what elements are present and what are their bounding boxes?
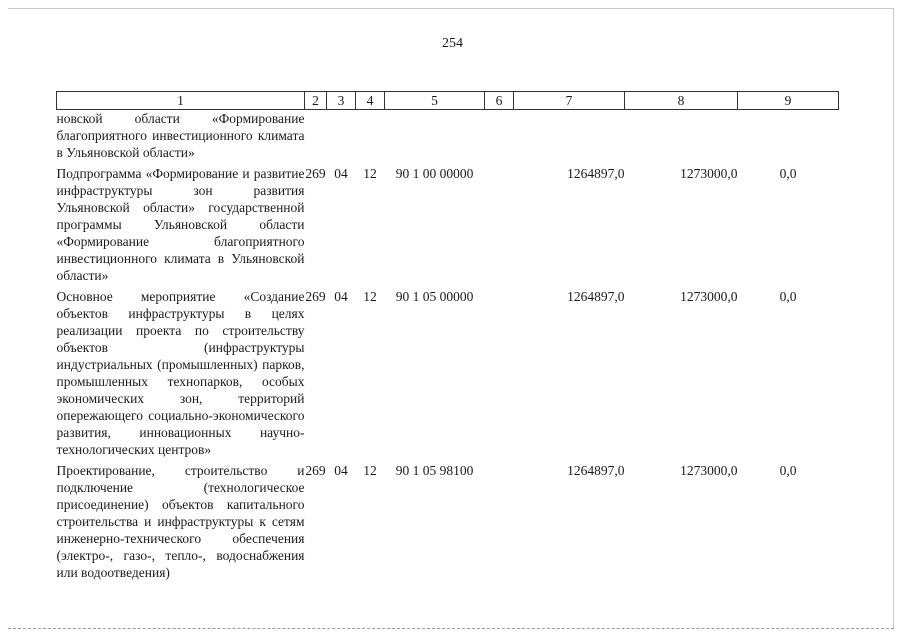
row-c2 [305,110,327,162]
row-c7: 1264897,0 [567,463,625,478]
row-c8: 1273000,0 [680,166,738,181]
header-col-4: 4 [356,92,385,110]
header-col-7: 7 [514,92,625,110]
row-c4: 12 [363,463,377,478]
page-bottom-edge [8,628,894,629]
row-name: Проектирование, строительство и подключение (технологическое присоединение) объектов капитального строительства и инфраструктуры к сетям инженерно-технического обеспечения (электро-, газо-, тепло-, водоснабжения или водоотведения) [56,463,305,580]
row-c4: 12 [363,166,377,181]
row-c5: 90 1 05 00000 [395,289,474,304]
row-c3 [327,110,356,162]
budget-table [56,91,839,581]
row-name: Основное мероприятие «Создание объектов инфраструктуры в целях реализации проекта по строительству объектов (инфраструктуры индустриальных (промышленных) парков, промышленных технопарков, особых экономических зон, территорий опережающего социально-экономического развития, инновационных научно-технологических центров» [56,289,305,457]
row-c5: 90 1 05 98100 [395,463,474,478]
table-row [57,462,839,581]
row-c6 [485,288,514,458]
row-c2: 269 [305,289,326,304]
row-c2: 269 [305,166,326,181]
row-c8: 1273000,0 [680,289,738,304]
row-c6 [485,165,514,284]
header-col-6: 6 [485,92,514,110]
page-number: 254 [442,36,463,51]
header-row [57,92,839,110]
row-c9: 0,0 [779,166,797,181]
header-col-8: 8 [625,92,738,110]
row-c3: 04 [334,463,348,478]
row-c4: 12 [363,289,377,304]
row-c7: 1264897,0 [567,166,625,181]
table-row [57,165,839,284]
row-c6 [485,110,514,162]
row-c9: 0,0 [779,289,797,304]
row-name: новской области «Формирование благоприятного инвестиционного климата в Ульяновской области» [56,111,305,160]
row-c5: 90 1 00 00000 [395,166,474,181]
header-col-9: 9 [738,92,839,110]
header-col-5: 5 [385,92,485,110]
table-row [57,288,839,458]
row-c8: 1273000,0 [680,463,738,478]
row-c6 [485,462,514,581]
row-name: Подпрограмма «Формирование и развитие инфраструктуры зон развития Ульяновской области» государственной программы Ульяновской области «Формирование благоприятного инвестиционного климата в Ульяновской области» [56,166,305,283]
row-c7: 1264897,0 [567,289,625,304]
row-c4 [356,110,385,162]
row-c8 [625,110,738,162]
row-c5 [385,110,485,162]
table-row [57,110,839,162]
header-col-1: 1 [57,92,305,110]
row-c3: 04 [334,289,348,304]
row-c3: 04 [334,166,348,181]
header-col-2: 2 [305,92,327,110]
row-c7 [514,110,625,162]
row-c2: 269 [305,463,326,478]
row-c9 [738,110,839,162]
row-c9: 0,0 [779,463,797,478]
header-col-3: 3 [327,92,356,110]
